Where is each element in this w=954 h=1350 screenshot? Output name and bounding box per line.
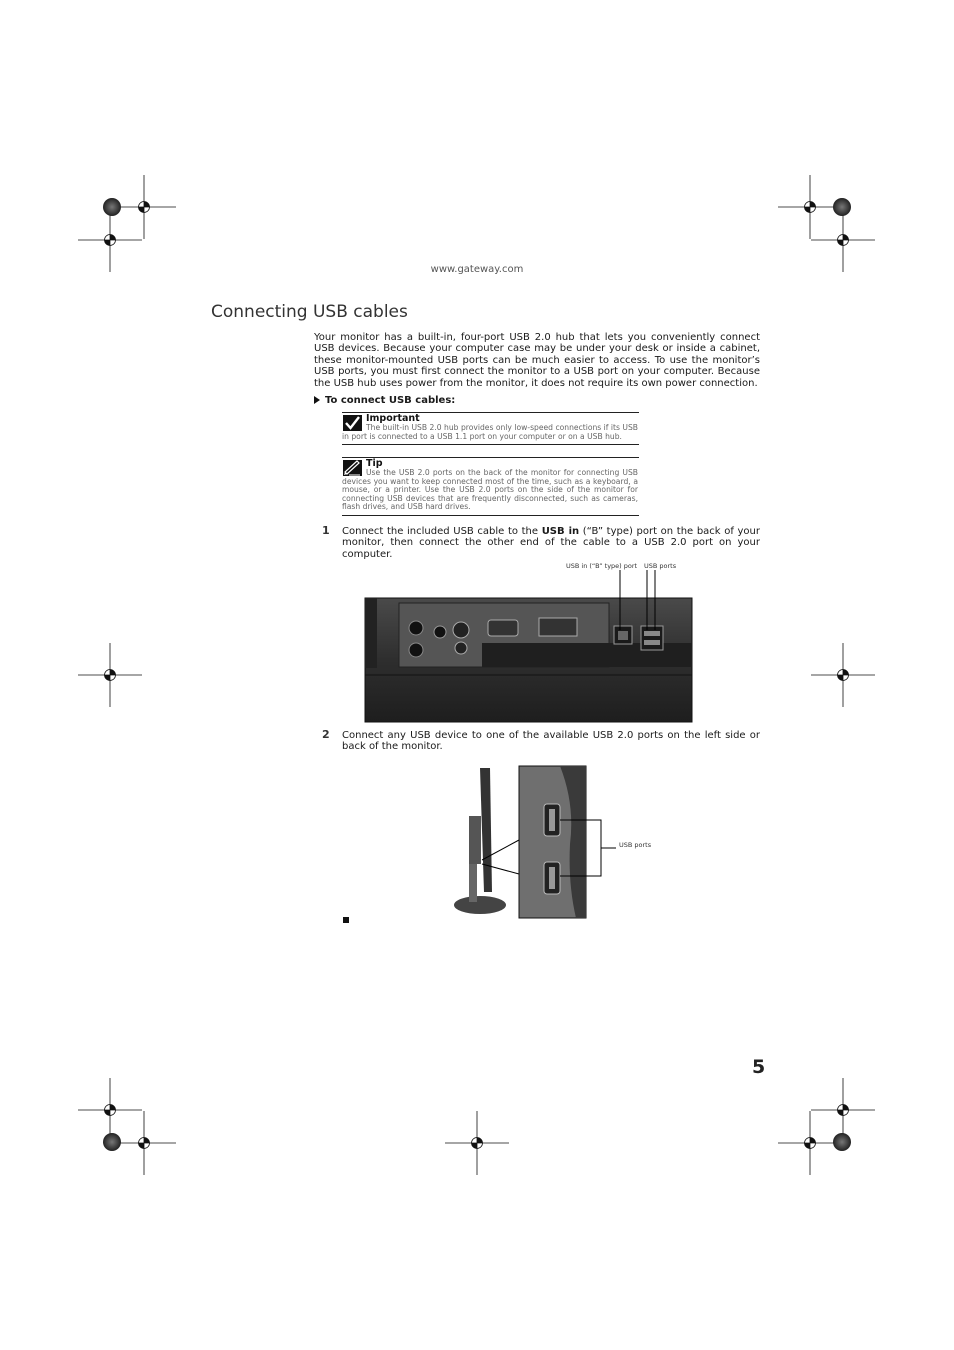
usb-in-label: USB in [541,526,580,537]
crosshair-mark-bottom-left-1 [78,1078,142,1142]
crosshair-mark-top-left-2 [78,208,142,272]
end-of-procedure-mark [343,917,349,923]
crosshair-mark-top-right-1 [778,175,842,239]
triangle-bullet-icon [314,396,320,404]
important-label: Important [366,413,420,424]
intro-paragraph: Your monitor has a built-in, four-port USB 2.0 hub that lets you conveniently connect USB devices. Because your computer case may be under your desk or inside a cabinet, these monitor-mounted USB ports can be much easier to access. To use the monitor’s USB ports, you must first connect the monitor to a USB port on your computer. Because the USB hub uses power from the monitor, it does not require its own power connection. [314,332,760,389]
checkmark-icon [343,415,362,431]
tip-label: Tip [366,458,383,469]
monitor-back-illustration [364,570,694,724]
procedure-heading [314,395,455,406]
callout-usb-ports-back: USB ports [644,562,677,570]
procedure-title: To connect USB cables: [325,395,456,406]
crosshair-mark-bottom-center [445,1111,509,1175]
important-text: The built-in USB 2.0 hub provides only low-speed connections if its USB in port is connected to a USB 1.1 port on your computer or on a USB hub. [342,423,638,441]
registration-dot-bottom-right [833,1133,851,1151]
page-number: 5 [752,1056,766,1078]
pencil-note-icon [343,460,362,476]
header-url: www.gateway.com [430,264,524,275]
section-title: Connecting USB cables [211,302,408,322]
crosshair-mark-mid-left [78,643,142,707]
step-2-text: Connect any USB device to one of the available USB 2.0 ports on the left side or back of the monitor. [342,730,760,753]
registration-dot-top-left [103,198,121,216]
important-note [342,412,639,445]
crosshair-mark-bottom-right-1 [811,1078,875,1142]
step-number: 2 [322,728,330,741]
crosshair-mark-top-right-2 [811,208,875,272]
tip-note [342,457,639,516]
step-number: 1 [322,524,330,537]
registration-dot-bottom-left [103,1133,121,1151]
crosshair-mark-top-left-1 [112,175,176,239]
registration-dot-top-right [833,198,851,216]
crosshair-mark-bottom-right-2 [778,1111,842,1175]
crosshair-mark-bottom-left-2 [112,1111,176,1175]
callout-usb-ports-side: USB ports [619,841,652,849]
callout-usb-in: USB in (“B” type) port [566,562,638,570]
step-1-text: Connect the included USB cable to the USB in (“B” type) port on the back of your monitor, then connect the other end of the cable to a USB 2.0 port on your computer. [342,526,760,560]
crosshair-mark-mid-right [811,643,875,707]
tip-text: Use the USB 2.0 ports on the back of the monitor for connecting USB devices you want to keep connected most of the time, such as a keyboard, a mouse, or a printer. Use the USB 2.0 ports on the side of the monitor for connecting USB devices that are frequently disconnected, such as cameras, flash drives, and USB hard drives. [342,468,638,512]
